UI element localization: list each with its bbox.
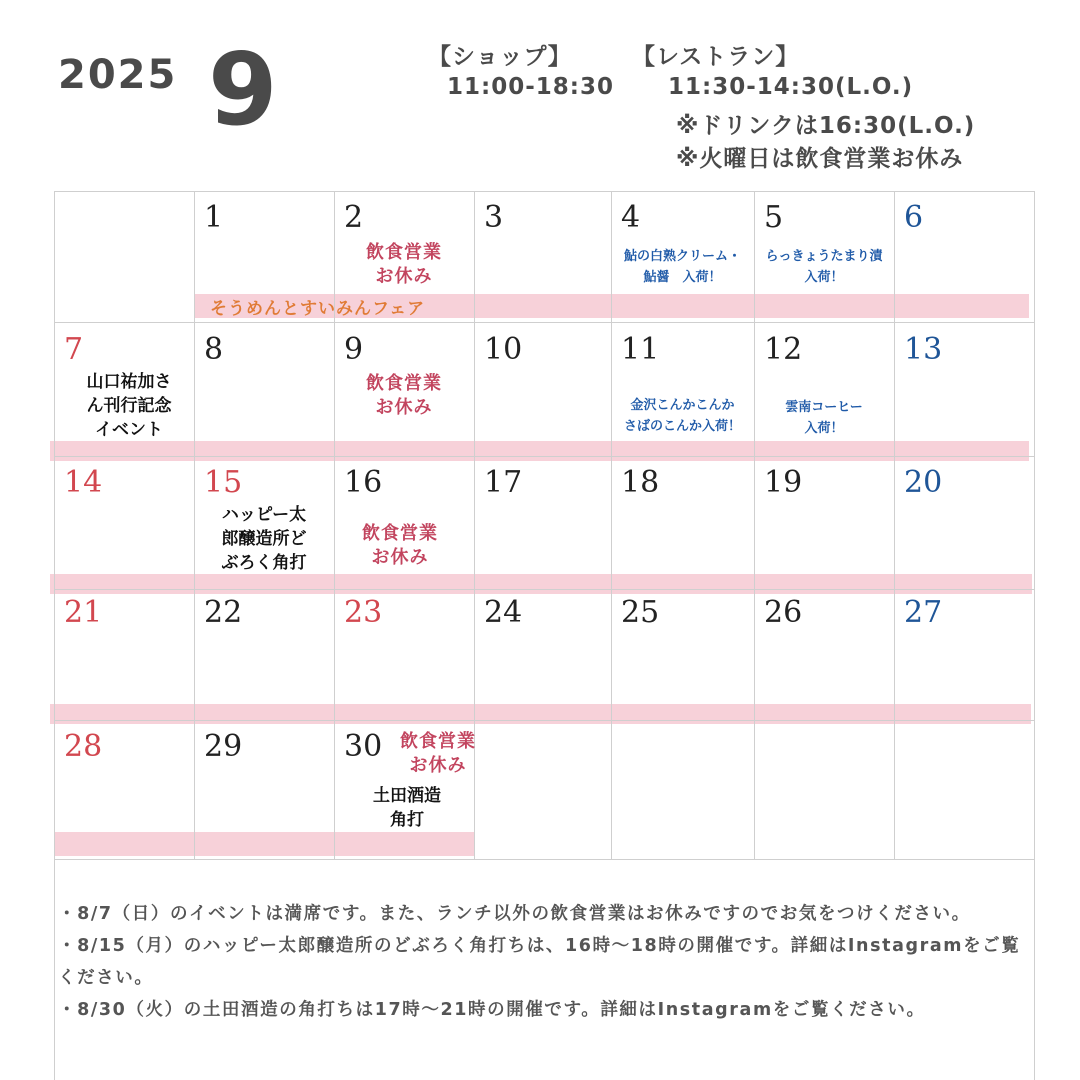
day-1: 1 — [204, 200, 224, 235]
closed-note-9: 飲食営業 お休み — [366, 373, 442, 419]
footnote-1: ・8/7（日）のイベントは満席です。また、ランチ以外の飲食営業はお休みですのでお気をつけください。 — [58, 904, 971, 924]
day-25: 25 — [621, 595, 660, 630]
month: 9 — [208, 31, 278, 148]
day-26: 26 — [764, 595, 803, 630]
day-28: 28 — [64, 729, 103, 764]
footnote-2: ・8/15（月）のハッピー太郎醸造所のどぶろく角打ちは、16時～18時の開催です。詳細はInstagramをご覧ください。 — [58, 936, 1021, 988]
day-27: 27 — [904, 595, 943, 630]
closed-note-30: 飲食営業 お休み — [400, 731, 476, 777]
shop-label: 【ショップ】 — [428, 44, 572, 70]
day-29: 29 — [204, 729, 243, 764]
event-note-15: ハッピー太 郎醸造所ど ぶろく角打 — [221, 505, 307, 573]
day-20: 20 — [904, 465, 943, 500]
restaurant-hours: 11:30-14:30(L.O.) — [668, 74, 914, 100]
event-note-11: 金沢こんかこんか さばのこんか入荷！ — [623, 398, 741, 434]
fair-label: そうめんとすいみんフェア — [210, 299, 426, 319]
tuesday-note: ※火曜日は飲食営業お休み — [676, 146, 964, 172]
closed-note-2: 飲食営業 お休み — [366, 242, 442, 288]
day-5: 5 — [764, 200, 784, 235]
day-6: 6 — [904, 200, 924, 235]
day-9: 9 — [344, 332, 364, 367]
day-10: 10 — [484, 332, 523, 367]
day-23: 23 — [344, 595, 383, 630]
event-note-30: 土田酒造 角打 — [373, 786, 441, 830]
event-note-4: 鮎の白熟クリーム・ 鮎醤 入荷！ — [623, 249, 741, 285]
week3-band — [50, 574, 1032, 594]
day-19: 19 — [764, 465, 803, 500]
day-13: 13 — [904, 332, 943, 367]
day-16: 16 — [344, 465, 383, 500]
day-2: 2 — [344, 200, 364, 235]
event-note-12: 雲南コーヒー 入荷！ — [785, 400, 863, 436]
drink-note: ※ドリンクは16:30(L.O.) — [676, 113, 976, 139]
day-7: 7 — [64, 332, 84, 367]
restaurant-label: 【レストラン】 — [632, 44, 800, 70]
day-30: 30 — [344, 729, 383, 764]
day-11: 11 — [621, 332, 660, 367]
event-note-5: らっきょうたまり漬 入荷！ — [765, 249, 883, 285]
day-17: 17 — [484, 465, 523, 500]
shop-hours: 11:00-18:30 — [447, 74, 614, 100]
day-15: 15 — [204, 465, 243, 500]
day-12: 12 — [764, 332, 803, 367]
day-22: 22 — [204, 595, 243, 630]
day-3: 3 — [484, 200, 504, 235]
footnote-3: ・8/30（火）の土田酒造の角打ちは17時～21時の開催です。詳細はInstagramをご覧ください。 — [58, 1000, 926, 1020]
week4-band — [50, 704, 1031, 724]
closed-note-16: 飲食営業 お休み — [362, 523, 438, 569]
year: 2025 — [58, 52, 178, 98]
event-note-7: 山口祐加さ ん刊行記念 イベント — [86, 372, 172, 440]
day-24: 24 — [484, 595, 523, 630]
day-8: 8 — [204, 332, 224, 367]
day-14: 14 — [64, 465, 103, 500]
week5-band — [54, 832, 474, 856]
day-18: 18 — [621, 465, 660, 500]
footnotes — [58, 898, 1033, 1026]
week2-band — [50, 441, 1029, 461]
day-21: 21 — [64, 595, 103, 630]
day-4: 4 — [621, 200, 641, 235]
